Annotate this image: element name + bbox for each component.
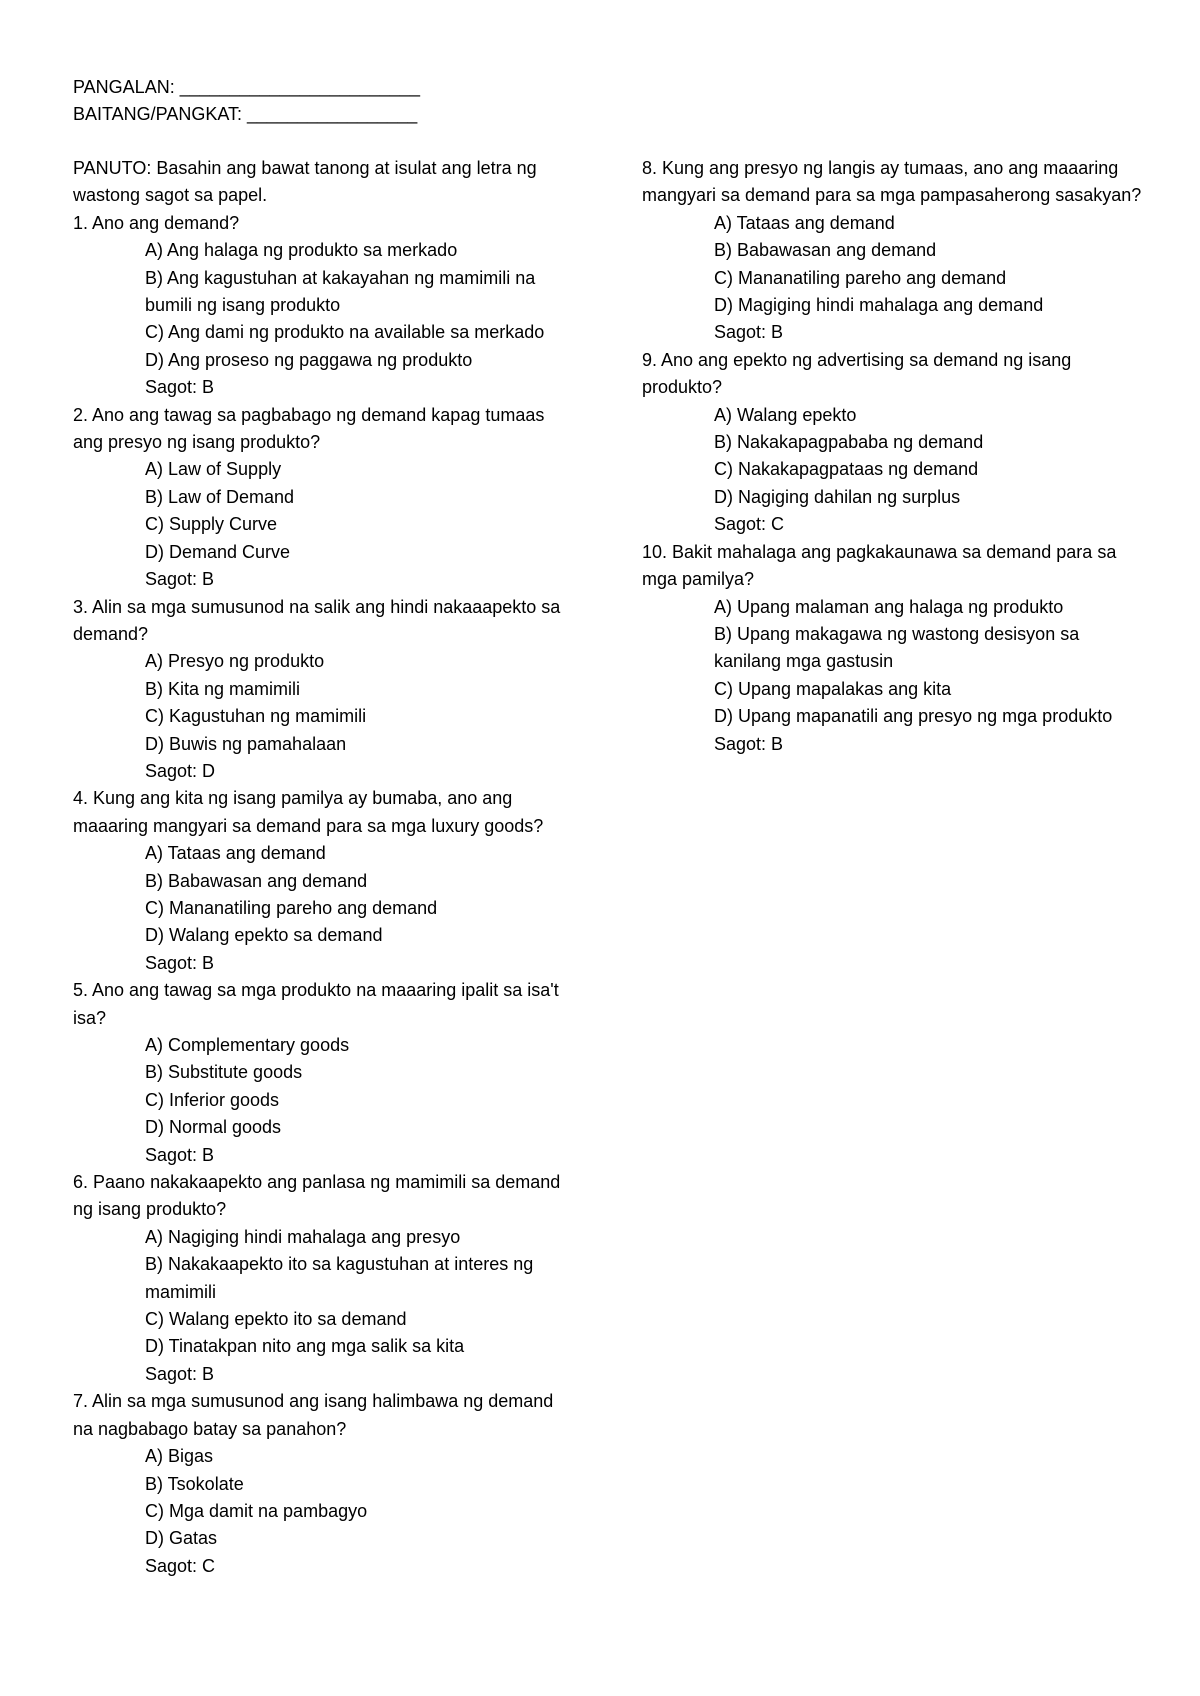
choice-list bbox=[145, 1224, 573, 1388]
choice-list bbox=[714, 594, 1142, 758]
answer-key: Sagot: B bbox=[145, 952, 215, 973]
question-6 bbox=[73, 1169, 573, 1388]
choice-d: D) Tinatakpan nito ang mga salik sa kita bbox=[145, 1336, 465, 1357]
question-text: 10. Bakit mahalaga ang pagkakaunawa sa demand para sa mga pamilya? bbox=[642, 541, 1117, 590]
answer-key: Sagot: C bbox=[145, 1555, 216, 1576]
choice-d: D) Magiging hindi mahalaga ang demand bbox=[714, 295, 1044, 316]
choice-list bbox=[714, 210, 1142, 347]
answer-key: Sagot: C bbox=[714, 514, 785, 535]
choice-c: C) Kagustuhan ng mamimili bbox=[145, 706, 367, 727]
choice-c: C) Mga damit na pambagyo bbox=[145, 1500, 368, 1521]
choice-b: B) Upang makagawa ng wastong desisyon sa kanilang mga gastusin bbox=[714, 623, 1080, 672]
choice-list bbox=[145, 237, 573, 401]
choice-b: B) Nakakaapekto ito sa kagustuhan at interes ng mamimili bbox=[145, 1254, 534, 1302]
instructions: PANUTO: Basahin ang bawat tanong at isulat ang letra ng wastong sagot sa papel. bbox=[73, 158, 537, 206]
answer-key: Sagot: B bbox=[145, 1363, 215, 1384]
worksheet-header bbox=[73, 74, 420, 129]
choice-c: C) Mananatiling pareho ang demand bbox=[714, 267, 1007, 288]
choice-a: A) Ang halaga ng produkto sa merkado bbox=[145, 240, 458, 261]
choice-d: D) Walang epekto sa demand bbox=[145, 925, 383, 946]
question-text: 1. Ano ang demand? bbox=[73, 212, 240, 233]
choice-c: C) Upang mapalakas ang kita bbox=[714, 678, 952, 699]
left-column bbox=[73, 155, 573, 1580]
choice-d: D) Nagiging dahilan ng surplus bbox=[714, 486, 961, 507]
answer-key: Sagot: B bbox=[714, 733, 784, 754]
choice-d: D) Normal goods bbox=[145, 1117, 282, 1138]
right-column bbox=[642, 155, 1142, 758]
question-10 bbox=[642, 539, 1142, 758]
choice-b: B) Kita ng mamimili bbox=[145, 678, 301, 699]
question-text: 2. Ano ang tawag sa pagbabago ng demand kapag tumaas ang presyo ng isang produkto? bbox=[73, 404, 545, 453]
choice-list bbox=[145, 456, 573, 593]
question-3 bbox=[73, 594, 573, 786]
choice-b: B) Tsokolate bbox=[145, 1473, 244, 1494]
question-1 bbox=[73, 210, 573, 402]
choice-list bbox=[145, 648, 573, 785]
question-text: 4. Kung ang kita ng isang pamilya ay bumaba, ano ang maaaring mangyari sa demand para sa mga luxury goods? bbox=[73, 788, 544, 836]
question-text: 8. Kung ang presyo ng langis ay tumaas, ano ang maaaring mangyari sa demand para sa mga pampasaherong sasakyan? bbox=[642, 158, 1142, 206]
choice-d: D) Demand Curve bbox=[145, 541, 291, 562]
choice-d: D) Buwis ng pamahalaan bbox=[145, 733, 347, 754]
question-text: 3. Alin sa mga sumusunod na salik ang hindi nakaaapekto sa demand? bbox=[73, 596, 561, 644]
choice-a: A) Presyo ng produkto bbox=[145, 651, 325, 672]
choice-c: C) Nakakapagpataas ng demand bbox=[714, 459, 979, 480]
answer-key: Sagot: D bbox=[145, 760, 216, 781]
grade-section-line: BAITANG/PANGKAT: _________________ bbox=[73, 104, 418, 125]
choice-c: C) Supply Curve bbox=[145, 514, 278, 535]
choice-b: B) Law of Demand bbox=[145, 486, 295, 507]
choice-a: A) Bigas bbox=[145, 1446, 214, 1467]
choice-b: B) Babawasan ang demand bbox=[714, 240, 937, 261]
question-8 bbox=[642, 155, 1142, 347]
choice-a: A) Upang malaman ang halaga ng produkto bbox=[714, 596, 1064, 617]
choice-a: A) Complementary goods bbox=[145, 1035, 350, 1055]
question-2 bbox=[73, 402, 573, 594]
question-7 bbox=[73, 1388, 573, 1580]
name-line: PANGALAN: ________________________ bbox=[73, 77, 420, 97]
choice-b: B) Ang kagustuhan at kakayahan ng mamimili na bumili ng isang produkto bbox=[145, 267, 536, 316]
question-text: 5. Ano ang tawag sa mga produkto na maaaring ipalit sa isa't isa? bbox=[73, 980, 559, 1028]
choice-a: A) Law of Supply bbox=[145, 459, 282, 480]
choice-d: D) Upang mapanatili ang presyo ng mga produkto bbox=[714, 706, 1113, 727]
choice-list bbox=[145, 1443, 573, 1580]
choice-a: A) Tataas ang demand bbox=[714, 212, 895, 233]
choice-b: B) Nakakapagpababa ng demand bbox=[714, 432, 984, 453]
answer-key: Sagot: B bbox=[714, 322, 784, 343]
choice-list bbox=[714, 402, 1142, 539]
choice-a: A) Tataas ang demand bbox=[145, 843, 326, 864]
choice-d: D) Ang proseso ng paggawa ng produkto bbox=[145, 349, 473, 370]
choice-c: C) Ang dami ng produkto na available sa merkado bbox=[145, 322, 545, 343]
choice-d: D) Gatas bbox=[145, 1528, 218, 1549]
choice-list bbox=[145, 1032, 573, 1169]
choice-c: C) Mananatiling pareho ang demand bbox=[145, 897, 438, 918]
question-4 bbox=[73, 785, 573, 977]
question-text: 6. Paano nakakaapekto ang panlasa ng mamimili sa demand ng isang produkto? bbox=[73, 1172, 561, 1220]
question-5 bbox=[73, 977, 573, 1169]
choice-c: C) Walang epekto ito sa demand bbox=[145, 1309, 407, 1330]
choice-a: A) Nagiging hindi mahalaga ang presyo bbox=[145, 1226, 461, 1247]
choice-c: C) Inferior goods bbox=[145, 1089, 280, 1110]
question-9 bbox=[642, 347, 1142, 539]
choice-list bbox=[145, 840, 573, 977]
choice-b: B) Babawasan ang demand bbox=[145, 870, 368, 891]
question-text: 7. Alin sa mga sumusunod ang isang halimbawa ng demand na nagbabago batay sa panahon? bbox=[73, 1391, 554, 1439]
question-text: 9. Ano ang epekto ng advertising sa demand ng isang produkto? bbox=[642, 349, 1072, 398]
choice-a: A) Walang epekto bbox=[714, 404, 857, 425]
answer-key: Sagot: B bbox=[145, 377, 215, 398]
choice-b: B) Substitute goods bbox=[145, 1062, 303, 1083]
answer-key: Sagot: B bbox=[145, 1144, 215, 1165]
answer-key: Sagot: B bbox=[145, 569, 215, 590]
